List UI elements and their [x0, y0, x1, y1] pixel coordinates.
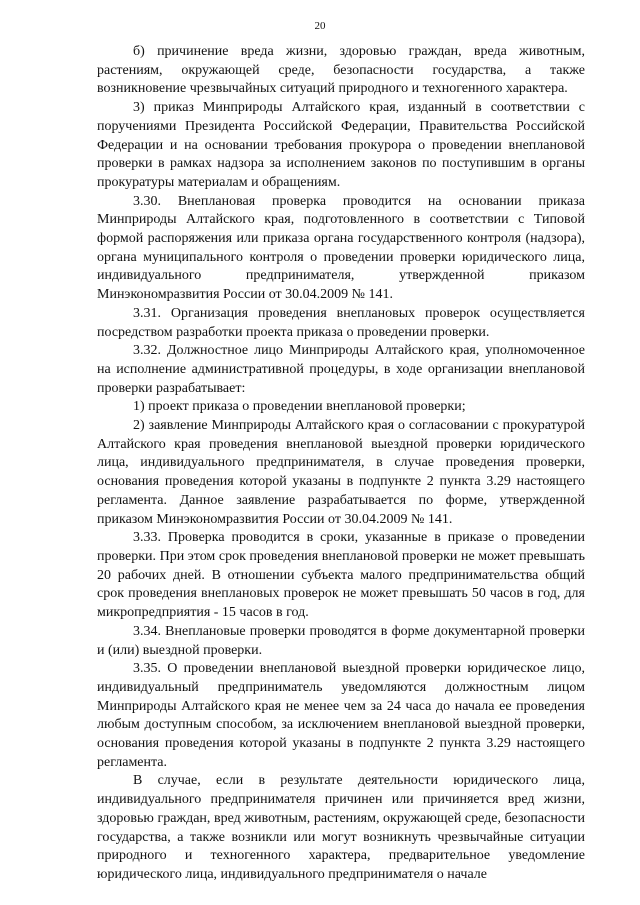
paragraph-3-33: 3.33. Проверка проводится в сроки, указанные в приказе о проведении проверки. При этом срок проведения внеплановой проверки не может превышать 20 рабочих дней. В отношении субъекта малого предпринимательства общий срок проведения внеплановых проверок не может превышать 50 часов в год, для микропредприятия - 15 часов в год. [97, 530, 585, 621]
paragraph-3-30: 3.30. Внеплановая проверка проводится на основании приказа Минприроды Алтайского края, подготовленного в соответствии с Типовой формой распоряжения или приказа органа государственного контроля (надзора), органа муниципального контроля о проведении проверки юридического лица, индивидуального предпринимателя, утвержденной приказом Минэкономразвития России от 30.04.2009 № 141. [97, 193, 585, 303]
paragraph-3-32-item-1: 1) проект приказа о проведении внеплановой проверки; [133, 399, 466, 415]
paragraph-3-34: 3.34. Внеплановые проверки проводятся в форме документарной проверки и (или) выездной проверки. [97, 623, 585, 658]
document-body [97, 43, 585, 885]
paragraph-order-by-president: 3) приказ Минприроды Алтайского края, изданный в соответствии с поручениями Президента Российской Федерации, Правительства Российской Федерации и на основании требования прокурора о проведении внеплановой проверки в рамках надзора за исполнением законов по поступившим в органы прокуратуры материалам и обращениям. [97, 100, 585, 190]
paragraph-3-32: 3.32. Должностное лицо Минприроды Алтайского края, уполномоченное на исполнение административной процедуры, в ходе организации внеплановой проверки разрабатывает: [97, 343, 585, 396]
paragraph-in-case: В случае, если в результате деятельности юридического лица, индивидуального предпринимателя причинен или причиняется вред жизни, здоровью граждан, вред животным, растениям, окружающей среде, безопасности государства, а также возникли или могут возникнуть чрезвычайные ситуации природного и техногенного характера, предварительное уведомление юридического лица, индивидуального предпринимателя о начале [97, 773, 585, 882]
paragraph-3-32-item-2: 2) заявление Минприроды Алтайского края о согласовании с прокуратурой Алтайского края проведения внеплановой выездной проверки юридического лица, индивидуального предпринимателя, в случае проведения проверки, основания проведения которой указаны в подпункте 2 пункта 3.29 настоящего регламента. Данное заявление разрабатывается по форме, утвержденной приказом Минэкономразвития России от 30.04.2009 № 141. [97, 418, 585, 527]
paragraph-damage-clause: б) причинение вреда жизни, здоровью граждан, вреда животным, растениям, окружающей среде, безопасности государства, а также возникновение чрезвычайных ситуаций природного и техногенного характера. [97, 44, 585, 97]
paragraph-3-31: 3.31. Организация проведения внеплановых проверок осуществляется посредством разработки проекта приказа о проведении проверки. [97, 305, 585, 340]
paragraph-3-35: 3.35. О проведении внеплановой выездной проверки юридическое лицо, индивидуальный предприниматель уведомляются должностным лицом Минприроды Алтайского края не менее чем за 24 часа до начала ее проведения любым доступным способом, за исключением внеплановой выездной проверки, основания проведения которой указаны в подпункте 2 пункта 3.29 настоящего регламента. [97, 661, 585, 770]
page-number: 20 [314, 20, 326, 32]
